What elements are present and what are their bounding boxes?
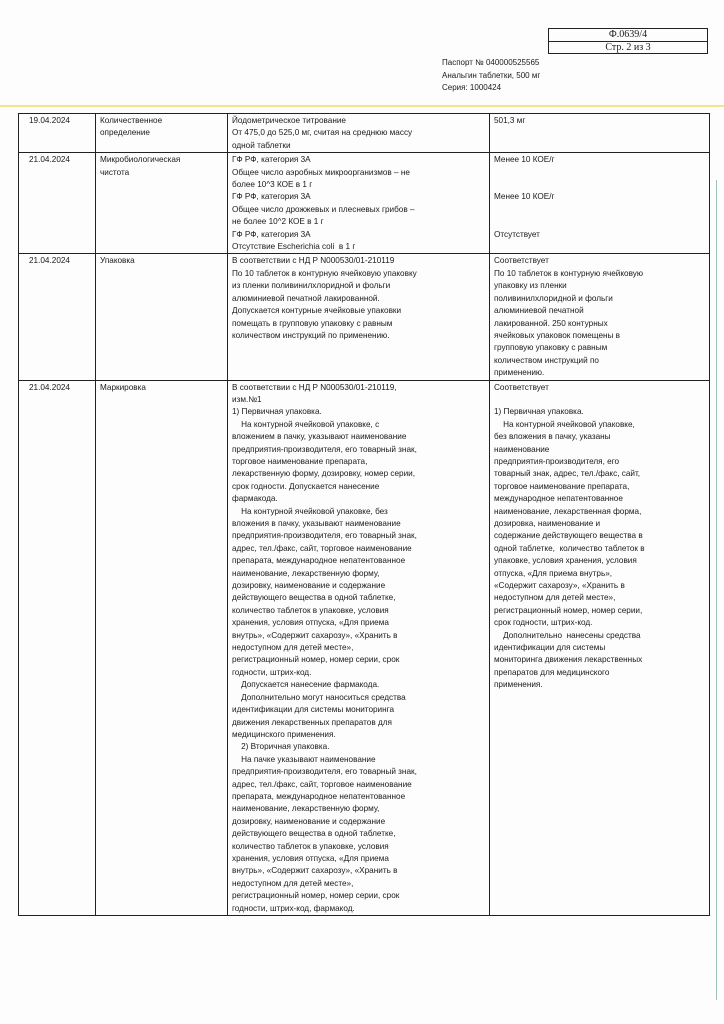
cell-req-line: Йодометрическое титрование xyxy=(232,116,346,125)
cell-name-line: Маркировка xyxy=(100,382,146,392)
cell-result-line: лакированной. 250 контурных xyxy=(494,318,608,328)
cell-req xyxy=(228,380,490,915)
series-number: Серия: 1000424 xyxy=(442,83,502,92)
cell-date: 21.04.2024 xyxy=(19,153,96,254)
cell-req-line: 1) Первичная упаковка. xyxy=(232,407,322,417)
cell-req-line: препарата, международное непатентованное xyxy=(232,556,406,566)
cell-date: 19.04.2024 xyxy=(19,114,96,153)
cell-req-line: наименование, лекарственную форму, xyxy=(232,568,380,578)
cell-result-line: упаковке, условия хранения, условия xyxy=(494,556,637,566)
cell-req-line: действующего вещества в одной таблетке, xyxy=(232,829,396,839)
cell-result-line: Дополнительно нанесены средства xyxy=(494,630,641,640)
cell-req-line: В соответствии с НД Р N000530/01-210119 xyxy=(232,256,395,266)
cell-result-line: препаратов для медицинского xyxy=(494,667,610,677)
cell-result-line xyxy=(494,216,705,228)
cell-result-line: 501,3 мг xyxy=(494,116,526,125)
cell-date: 21.04.2024 xyxy=(19,254,96,380)
cell-result-line: применению. xyxy=(494,368,545,378)
cell-req-line: из пленки поливинилхлоридной и фольги xyxy=(232,281,391,291)
cell-req-line: Допускается контурные ячейковые упаковки xyxy=(232,306,402,316)
cell-result-line: одной таблетке, количество таблеток в xyxy=(494,543,645,553)
cell-result-line: 1) Первичная упаковка. xyxy=(494,407,584,417)
cell-req-line: фармакода. xyxy=(232,494,278,504)
cell-req-line: хранения, условия отпуска, «Для приема xyxy=(232,618,389,628)
cell-req-line: недоступном для детей месте», xyxy=(232,643,354,653)
cell-req-line: хранения, условия отпуска, «Для приема xyxy=(232,853,389,863)
cell-name xyxy=(96,380,228,915)
cell-req-line: недоступном для детей месте», xyxy=(232,878,354,888)
cell-result-line: По 10 таблеток в контурную ячейковую xyxy=(494,268,644,278)
cell-req-line: адрес, тел./факс, сайт, торговое наименование xyxy=(232,779,412,789)
cell-req-line: дозировку, наименование и содержание xyxy=(232,816,386,826)
cell-req-line: Отсутствие Escherichia coli в 1 г xyxy=(232,242,356,252)
cell-req-line: ГФ РФ, категория 3А xyxy=(232,229,311,239)
cell-result-line: дозировка, наименование и xyxy=(494,519,601,528)
cell-req-line: Общее число дрожжевых и плесневых грибов – xyxy=(232,204,415,214)
cell-result-line: Менее 10 КОЕ/г xyxy=(494,192,555,202)
product-name: Анальгин таблетки, 500 мг xyxy=(442,70,541,80)
results-table xyxy=(18,113,710,916)
cell-req-line: Дополнительно могут наноситься средства xyxy=(232,692,406,702)
cell-result-line: мониторинга движения лекарственных xyxy=(494,655,643,665)
cell-req-line: По 10 таблеток в контурную ячейковую упаковку xyxy=(232,268,417,278)
cell-req-line: количество таблеток в упаковке, условия xyxy=(232,841,389,851)
cell-result-line: регистрационный номер, номер серии, xyxy=(494,605,643,615)
cell-result-line xyxy=(494,204,705,216)
passport-block xyxy=(442,57,540,95)
cell-req-line: вложением в пачку, указывают наименование xyxy=(232,432,407,442)
cell-result-line: Соответствует xyxy=(494,382,549,392)
cell-req-line: действующего вещества в одной таблетке, xyxy=(232,593,396,603)
table-row xyxy=(19,153,710,254)
cell-result-line: без вложения в пачку, указаны xyxy=(494,432,611,442)
cell-result-line: количеством инструкций по xyxy=(494,355,599,365)
passport-number: Паспорт № 040000525565 xyxy=(442,58,540,67)
cell-result-line: наименование xyxy=(494,444,550,454)
table-row xyxy=(19,114,710,153)
cell-req-line: одной таблетки xyxy=(232,140,291,150)
page-number: Стр. 2 из 3 xyxy=(549,41,707,54)
cell-result-line: упаковку из пленки xyxy=(494,281,567,291)
cell-result-line: «Содержит сахарозу», «Хранить в xyxy=(494,581,625,591)
cell-date: 21.04.2024 xyxy=(19,380,96,915)
cell-result xyxy=(490,254,710,380)
form-code: Ф.0639/4 xyxy=(608,29,648,40)
cell-name xyxy=(96,254,228,380)
cell-req-line: На контурной ячейковой упаковке, с xyxy=(232,419,380,429)
cell-req-line: годности, штрих-код. xyxy=(232,667,312,677)
cell-req-line: внутрь», «Содержит сахарозу», «Хранить в xyxy=(232,630,398,640)
cell-req-line: В соответствии с НД Р N000530/01-210119, xyxy=(232,382,397,392)
cell-req-line: медицинского применения. xyxy=(232,729,336,739)
cell-req-line: регистрационный номер, номер серии, срок xyxy=(232,891,400,901)
cell-req-line: срок годности. Допускается нанесение xyxy=(232,481,380,491)
cell-result-line xyxy=(494,394,705,406)
cell-req xyxy=(228,254,490,380)
cell-name-line: определение xyxy=(100,128,150,138)
cell-req-line: не более 10^2 КОЕ в 1 г xyxy=(232,217,324,227)
cell-result-line: групповую упаковку с равным xyxy=(494,343,608,353)
table-row xyxy=(19,254,710,380)
cell-result xyxy=(490,153,710,254)
cell-result-line: Отсутствует xyxy=(494,229,540,239)
cell-req-line: Допускается нанесение фармакода. xyxy=(232,680,380,690)
cell-req-line: ГФ РФ, категория 3А xyxy=(232,192,311,202)
cell-result-line: наименование, лекарственная форма, xyxy=(494,506,642,516)
cell-result-line: международное непатентованное xyxy=(494,494,623,504)
cell-req-line: более 10^3 КОЕ в 1 г xyxy=(232,180,313,190)
cell-result-line: алюминиевой печатной xyxy=(494,306,584,316)
cell-req-line: Общее число аэробных микроорганизмов – не xyxy=(232,167,410,177)
cell-name xyxy=(96,114,228,153)
form-code-box xyxy=(548,28,708,54)
cell-req xyxy=(228,153,490,254)
cell-req-line: препарата, международное непатентованное xyxy=(232,791,406,801)
cell-result-line: содержание действующего вещества в xyxy=(494,531,643,541)
cell-result-line: товарный знак, адрес, тел./факс, сайт, xyxy=(494,469,641,479)
cell-result-line: идентификации для системы xyxy=(494,643,606,653)
cell-result xyxy=(490,114,710,153)
cell-result-line: поливинилхлоридной и фольги xyxy=(494,293,613,303)
cell-result-line: срок годности, штрих-код. xyxy=(494,618,593,628)
cell-req-line: На пачке указывают наименование xyxy=(232,754,376,764)
cell-name-line: Упаковка xyxy=(100,256,135,266)
cell-name-line: Микробиологическая xyxy=(100,155,181,165)
cell-req-line: алюминиевой печатной лакированной. xyxy=(232,293,380,303)
cell-result-line: недоступном для детей месте», xyxy=(494,593,616,603)
cell-result-line xyxy=(494,241,705,253)
cell-req-line: помещать в групповую упаковку с равным xyxy=(232,318,393,328)
cell-result-line xyxy=(494,179,705,191)
cell-req-line: предприятия-производителя, его товарный знак, xyxy=(232,531,417,541)
cell-result-line: торговое наименование препарата, xyxy=(494,481,630,491)
cell-result-line: ячейковых упаковок помещены в xyxy=(494,330,621,340)
cell-req-line: наименование, лекарственную форму, xyxy=(232,804,380,814)
cell-req-line: На контурной ячейковой упаковке, без xyxy=(232,506,388,516)
cell-req-line: регистрационный номер, номер серии, срок xyxy=(232,655,400,665)
cell-result-line: отпуска, «Для приема внутрь», xyxy=(494,568,613,578)
cell-req-line: движения лекарственных препаратов для xyxy=(232,717,392,727)
cell-result-line: Соответствует xyxy=(494,256,549,266)
cell-req-line: идентификации для системы мониторинга xyxy=(232,705,395,715)
cell-result-line: На контурной ячейковой упаковке, xyxy=(494,419,635,429)
cell-result-line: Менее 10 КОЕ/г xyxy=(494,155,555,165)
cell-result-line: применения. xyxy=(494,680,543,690)
cell-req-line: 2) Вторичная упаковка. xyxy=(232,742,330,752)
table-row xyxy=(19,380,710,915)
cell-req-line: предприятия-производителя, его товарный знак, xyxy=(232,444,417,454)
cell-req-line: адрес, тел./факс, сайт, торговое наименование xyxy=(232,543,412,553)
cell-req-line: годности, штрих-код, фармакод. xyxy=(232,903,355,913)
scan-edge-mark xyxy=(716,180,717,1000)
cell-req-line: ГФ РФ, категория 3А xyxy=(232,155,311,165)
cell-name-line: чистота xyxy=(100,167,130,177)
cell-req xyxy=(228,114,490,153)
cell-name-line: Количественное xyxy=(100,116,163,125)
cell-result-line: предприятия-производителя, его xyxy=(494,456,620,466)
cell-req-line: изм.№1 xyxy=(232,394,262,404)
cell-req-line: дозировку, наименование и содержание xyxy=(232,581,386,591)
cell-result xyxy=(490,380,710,915)
scan-stripe xyxy=(0,105,724,107)
cell-req-line: лекарственную форму, дозировку, номер серии, xyxy=(232,469,416,479)
cell-req-line: предприятия-производителя, его товарный знак, xyxy=(232,767,417,777)
cell-req-line: внутрь», «Содержит сахарозу», «Хранить в xyxy=(232,866,398,876)
cell-req-line: количество таблеток в упаковке, условия xyxy=(232,605,389,615)
cell-req-line: От 475,0 до 525,0 мг, считая на среднюю массу xyxy=(232,128,413,138)
cell-result-line xyxy=(494,167,705,179)
cell-req-line: вложения в пачку, указывают наименование xyxy=(232,519,401,528)
cell-name xyxy=(96,153,228,254)
cell-req-line: количеством инструкций по применению. xyxy=(232,330,390,340)
cell-req-line: торговое наименование препарата, xyxy=(232,456,368,466)
